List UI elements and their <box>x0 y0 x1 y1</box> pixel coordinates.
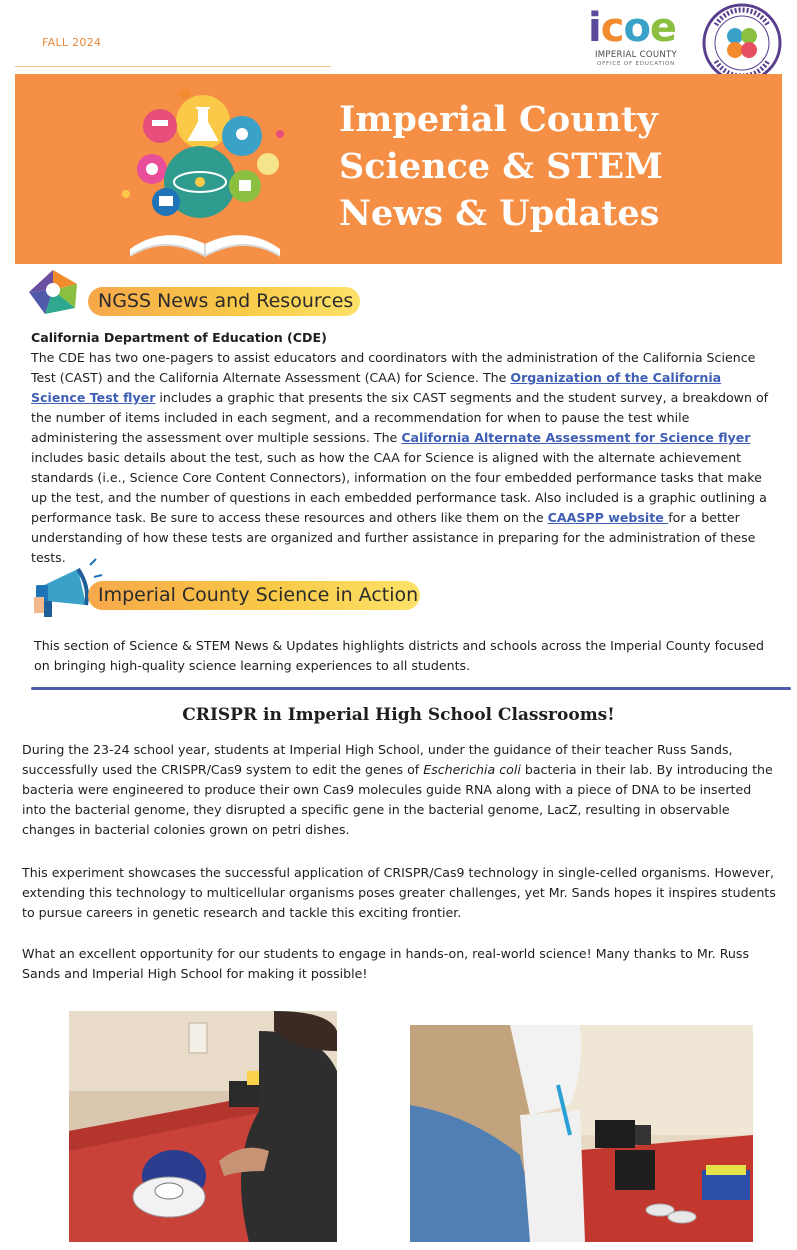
cde-paragraph: The CDE has two one-pagers to assist educators and coordinators with the administration of the California Science Test (CAST) and the California Alternate Assessment (CAA) for Science. The Organization of the California Science Test flyer includes a graphic that presents the six CAST segments and the student survey, a breakdown of the number of items included in each segment, and a recommendation for when to pause the test while administering the assessment over multiple sessions. The California Alternate Assessment for Science flyer includes basic details about the test, such as how the CAA for Science is aligned with the alternate achievement standards (i.e., Science Core Content Connectors), information on the four embedded performance tasks that make up the test, and the number of questions in each embedded performance task. Also included is a graphic outlining a performance task. Be sure to access these resources and others like them on the CAASPP website for a better understanding of how these tests are organized and further assistance in preparing for the administration of these tests. <box>31 350 769 565</box>
banner-title-line: Imperial County <box>339 99 658 140</box>
banner-title-line: Science & STEM <box>339 146 663 187</box>
section-divider <box>31 687 791 690</box>
article-paragraph: What an excellent opportunity for our students to engage in hands-on, real-world science! Many thanks to Mr. Russ Sands and Imperial High School for making it possible! <box>22 946 750 981</box>
ngss-section-heading: NGSS News and Resources <box>88 287 360 316</box>
banner-title-line: News & Updates <box>339 193 660 234</box>
header-rule <box>15 66 331 67</box>
icoe-logo-line1: IMPERIAL COUNTY <box>594 50 678 60</box>
student-centrifuge-photo <box>69 1011 337 1242</box>
article-paragraph: This experiment showcases the successful application of CRISPR/Cas9 technology in single-celled organisms. However, extending this technology to multicellular organisms poses greater challenges, yet Mr. Sands hopes it inspires students to pursue careers in genetic research and tackle this exciting frontier. <box>22 865 776 920</box>
icoe-logo-wordmark: icoe <box>588 5 677 51</box>
cde-article <box>31 328 779 568</box>
science-icon-bubbles <box>122 89 284 218</box>
icoe-logo-line2: OFFICE OF EDUCATION <box>596 61 676 67</box>
cast-flyer-link[interactable]: Organization of the California Science Test flyer <box>31 370 722 405</box>
curriculum-instruction-seal <box>702 3 782 83</box>
science-in-action-intro: This section of Science & STEM News & Updates highlights districts and schools across the Imperial County focused on bringing high-quality science learning experiences to all students. <box>34 638 764 673</box>
caa-flyer-link[interactable]: California Alternate Assessment for Science flyer <box>401 430 751 445</box>
article-paragraph: During the 23-24 school year, students at Imperial High School, under the guidance of their teacher Russ Sands, successfully used the CRISPR/Cas9 system to edit the genes of Escherichia coli bacteria in their lab. By introducing the bacteria were engineered to produce their own Cas9 molecules guide RNA along with a piece of DNA to be inserted into the bacterial genome, they disrupted a specific gene in the bacterial genome, LacZ, resulting in observable changes in bacterial colonies grown on petri dishes. <box>22 742 773 837</box>
open-book-icon <box>130 235 280 256</box>
header-banner <box>15 74 782 264</box>
ngss-three-dimensions-icon <box>27 268 79 316</box>
science-in-action-heading: Imperial County Science in Action <box>88 581 420 610</box>
students-pipetting-photo <box>410 1025 753 1242</box>
banner-title <box>339 96 769 237</box>
article-title: CRISPR in Imperial High School Classrooms! <box>182 705 615 725</box>
icoe-logo <box>586 6 686 68</box>
newsletter-season: FALL 2024 <box>42 36 102 49</box>
caaspp-website-link[interactable]: CAASPP website <box>547 510 669 525</box>
science-book-illustration <box>100 74 310 264</box>
cde-heading: California Department of Education (CDE) <box>31 330 327 345</box>
